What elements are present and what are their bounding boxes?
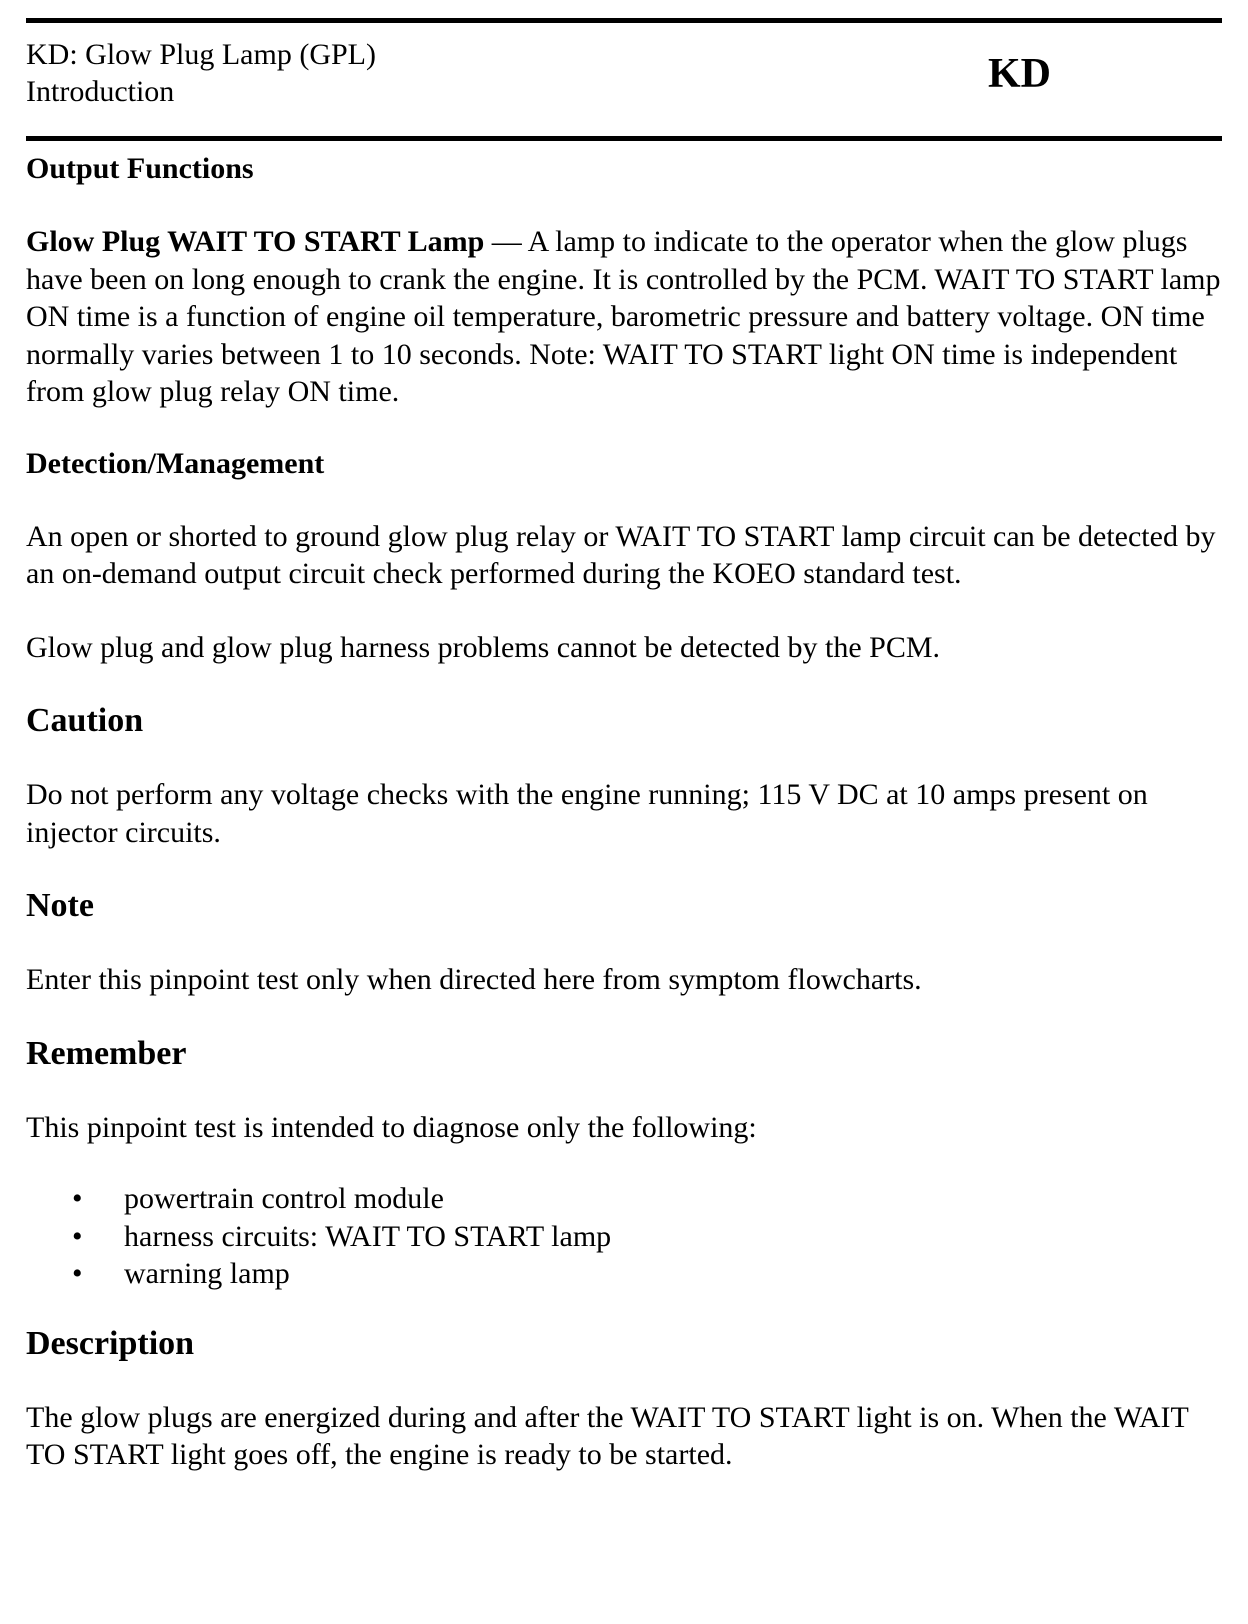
header-subtitle: Introduction bbox=[26, 75, 175, 108]
note-text: Enter this pinpoint test only when directed here from symptom flowcharts. bbox=[26, 963, 922, 996]
detection-heading: Detection/Management bbox=[26, 446, 325, 480]
header-top-rule bbox=[26, 18, 1222, 23]
description-text: The glow plugs are energized during and after the WAIT TO START light is on. When the WAIT TO START light goes off, the engine is ready to be started. bbox=[26, 1400, 1189, 1471]
description-heading: Description bbox=[26, 1324, 195, 1362]
document-body bbox=[26, 150, 1222, 1474]
glow-plug-lamp-term: Glow Plug WAIT TO START Lamp bbox=[26, 225, 485, 258]
output-functions-heading: Output Functions bbox=[26, 152, 254, 185]
bullet-icon: • bbox=[72, 1257, 83, 1290]
caution-text: Do not perform any voltage checks with the engine running; 115 V DC at 10 amps present on injector circuits. bbox=[26, 778, 1148, 849]
page-header bbox=[26, 36, 376, 110]
list-item: • warning lamp bbox=[26, 1255, 1222, 1293]
diagnose-list bbox=[26, 1180, 1222, 1293]
header-bottom-rule bbox=[26, 136, 1222, 141]
glow-plug-lamp-definition: — A lamp to indicate to the operator when the glow plugs have been on long enough to crank the engine. It is controlled by the PCM. WAIT TO START lamp ON time is a function of engine oil temperature, barometric pressure and battery voltage. ON time normally varies between 1 to 10 seconds. Note: WAIT TO START light ON time is independent from glow plug relay ON time. bbox=[26, 225, 1221, 408]
header-title: KD: Glow Plug Lamp (GPL) bbox=[26, 38, 376, 71]
caution-heading: Caution bbox=[26, 702, 144, 739]
bullet-icon: • bbox=[72, 1182, 83, 1215]
list-item: • powertrain control module bbox=[26, 1180, 1222, 1218]
remember-heading: Remember bbox=[26, 1034, 187, 1072]
list-item: • harness circuits: WAIT TO START lamp bbox=[26, 1218, 1222, 1256]
detection-paragraph-2: Glow plug and glow plug harness problems cannot be detected by the PCM. bbox=[26, 630, 941, 664]
detection-paragraph-1: An open or shorted to ground glow plug relay or WAIT TO START lamp circuit can be detected by an on-demand output circuit check performed during the KOEO standard test. bbox=[26, 519, 1216, 590]
bullet-icon: • bbox=[72, 1219, 83, 1253]
remember-text: This pinpoint test is intended to diagnose only the following: bbox=[26, 1110, 757, 1144]
output-functions-paragraph bbox=[26, 223, 1222, 411]
note-heading: Note bbox=[26, 887, 94, 924]
section-code: KD bbox=[988, 51, 1051, 97]
